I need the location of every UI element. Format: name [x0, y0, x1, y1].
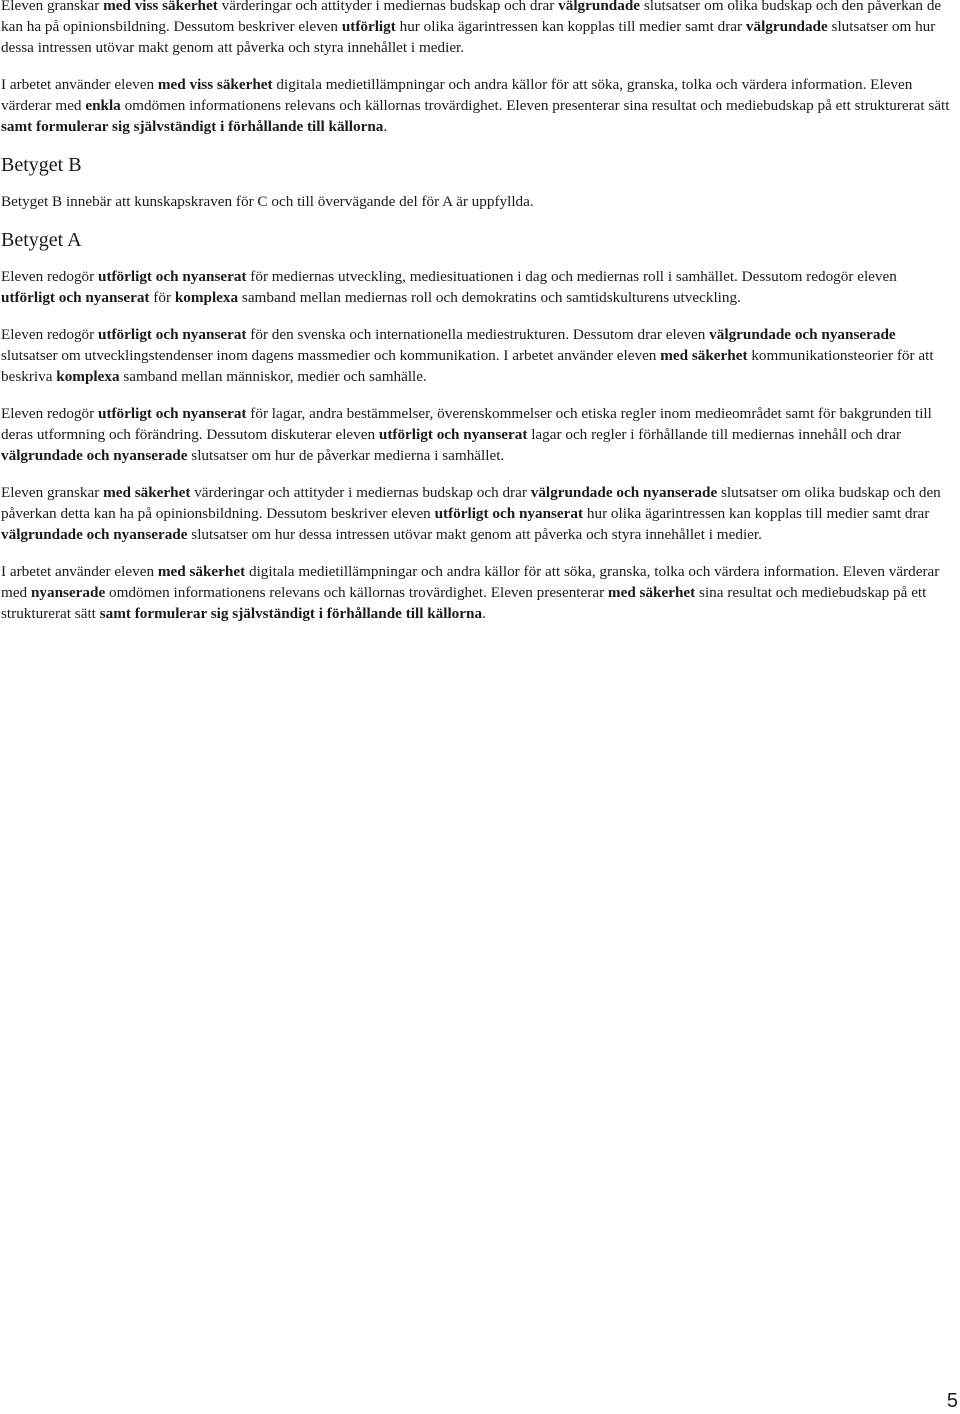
body-paragraph [1, 191, 953, 212]
paragraph-text: Eleven redogör [1, 268, 98, 285]
emphasis-text: nyanserade [30, 584, 106, 601]
emphasis-text: utförligt och nyanserat [98, 268, 247, 285]
emphasis-text: komplexa [56, 368, 120, 385]
emphasis-text: med säkerhet [607, 584, 696, 601]
page-number: 5 [946, 1390, 958, 1412]
section-heading: Betyget A [1, 229, 82, 251]
emphasis-text: välgrundade och nyanserade [1, 526, 188, 543]
paragraph-text: värderingar och attityder i mediernas budskap och drar [190, 484, 531, 501]
paragraph-text: . [482, 605, 486, 622]
paragraph-text: Eleven redogör [1, 405, 98, 422]
body-paragraph [1, 324, 953, 387]
body-paragraph [1, 266, 953, 308]
emphasis-text: utförligt och nyanserat [434, 505, 584, 522]
emphasis-text: välgrundade [745, 18, 828, 35]
body-paragraph [1, 74, 953, 137]
paragraph-text: värderingar och attityder i mediernas budskap och drar [217, 0, 559, 14]
paragraph-text: slutsatser om hur de påverkar medierna i samhället. [187, 447, 505, 464]
emphasis-text: samt formulerar sig självständigt i förhållande till källorna [99, 605, 483, 622]
paragraph-text: slutsatser om utvecklingstendenser inom dagens massmedier och kommunikation. I arbetet använder eleven [1, 347, 661, 364]
body-paragraph [1, 561, 953, 624]
paragraph-text: lagar och regler i förhållande till mediernas innehåll och drar [527, 426, 902, 443]
body-paragraph [1, 482, 953, 545]
emphasis-text: med viss säkerhet [157, 76, 273, 93]
paragraph-text: hur olika ägarintressen kan kopplas till medier samt drar [395, 18, 746, 35]
paragraph-text: I arbetet använder eleven [1, 563, 158, 580]
emphasis-text: samt formulerar sig självständigt i förhållande till källorna [1, 118, 384, 135]
paragraph-text: kommunikationsteorier för att beskriva [1, 347, 934, 385]
paragraph-text: I arbetet använder eleven [1, 76, 158, 93]
paragraph-text: för den svenska och internationella mediestrukturen. Dessutom drar eleven [246, 326, 710, 343]
emphasis-text: välgrundade och nyanserade [1, 447, 188, 464]
paragraph-text: Eleven granskar [1, 484, 104, 501]
paragraph-text: Eleven granskar [1, 0, 104, 14]
paragraph-text: sina resultat och mediebudskap på ett strukturerat sätt [1, 584, 927, 622]
paragraph-text: omdömen informationens relevans och källornas trovärdighet. Eleven presenterar [105, 584, 608, 601]
paragraph-text: Eleven redogör [1, 326, 98, 343]
emphasis-text: utförligt [341, 18, 396, 35]
paragraph-text: omdömen informationens relevans och källornas trovärdighet. Eleven presenterar sina resultat och mediebudskap på ett strukturerat sätt [120, 97, 950, 114]
emphasis-text: med säkerhet [660, 347, 748, 364]
emphasis-text: välgrundade [558, 0, 641, 14]
emphasis-text: utförligt och nyanserat [98, 326, 247, 343]
paragraph-text: för lagar, andra bestämmelser, överenskommelser och etiska regler inom medieområdet samt för bakgrunden till deras utformning och förändring. Dessutom diskuterar eleven [1, 405, 932, 443]
paragraph-text: digitala medietillämpningar och andra källor för att söka, granska, tolka och värdera information. Eleven värderar med [1, 563, 940, 601]
emphasis-text: utförligt och nyanserat [378, 426, 528, 443]
emphasis-text: utförligt och nyanserat [98, 405, 247, 422]
paragraph-text: slutsatser om olika budskap och den påverkan detta kan ha på opinionsbildning. Dessutom beskriver eleven [1, 484, 941, 522]
body-paragraph [1, 403, 953, 466]
section-heading: Betyget B [1, 154, 82, 176]
paragraph-text: slutsatser om hur dessa intressen utövar makt genom att påverka och styra innehållet i medier. [187, 526, 762, 543]
document-page [1, 0, 953, 640]
emphasis-text: välgrundade och nyanserade [709, 326, 896, 343]
emphasis-text: komplexa [174, 289, 239, 306]
paragraph-text: digitala medietillämpningar och andra källor för att söka, granska, tolka och värdera information. Eleven värderar med [1, 76, 913, 114]
paragraph-text: samband mellan människor, medier och samhälle. [119, 368, 427, 385]
body-paragraph [1, 0, 953, 58]
emphasis-text: med säkerhet [157, 563, 246, 580]
paragraph-text: . [383, 118, 388, 135]
paragraph-text: hur olika ägarintressen kan kopplas till medier samt drar [583, 505, 930, 522]
paragraph-text: Betyget B innebär att kunskapskraven för C och till övervägande del för A är uppfyllda. [1, 193, 534, 210]
paragraph-text: slutsatser om hur dessa intressen utövar makt genom att påverka och styra innehållet i medier. [1, 18, 936, 56]
emphasis-text: med viss säkerhet [103, 0, 218, 14]
paragraph-text: samband mellan mediernas roll och demokratins och samtidskulturens utveckling. [238, 289, 741, 306]
paragraph-text: för [149, 289, 175, 306]
paragraph-text: slutsatser om olika budskap och den påverkan de kan ha på opinionsbildning. Dessutom beskriver eleven [1, 0, 942, 35]
emphasis-text: välgrundade och nyanserade [530, 484, 718, 501]
emphasis-text: enkla [85, 97, 121, 114]
emphasis-text: utförligt och nyanserat [1, 289, 150, 306]
paragraph-text: för mediernas utveckling, mediesituationen i dag och mediernas roll i samhället. Dessutom redogör eleven [246, 268, 897, 285]
emphasis-text: med säkerhet [103, 484, 191, 501]
document-body [1, 0, 953, 624]
